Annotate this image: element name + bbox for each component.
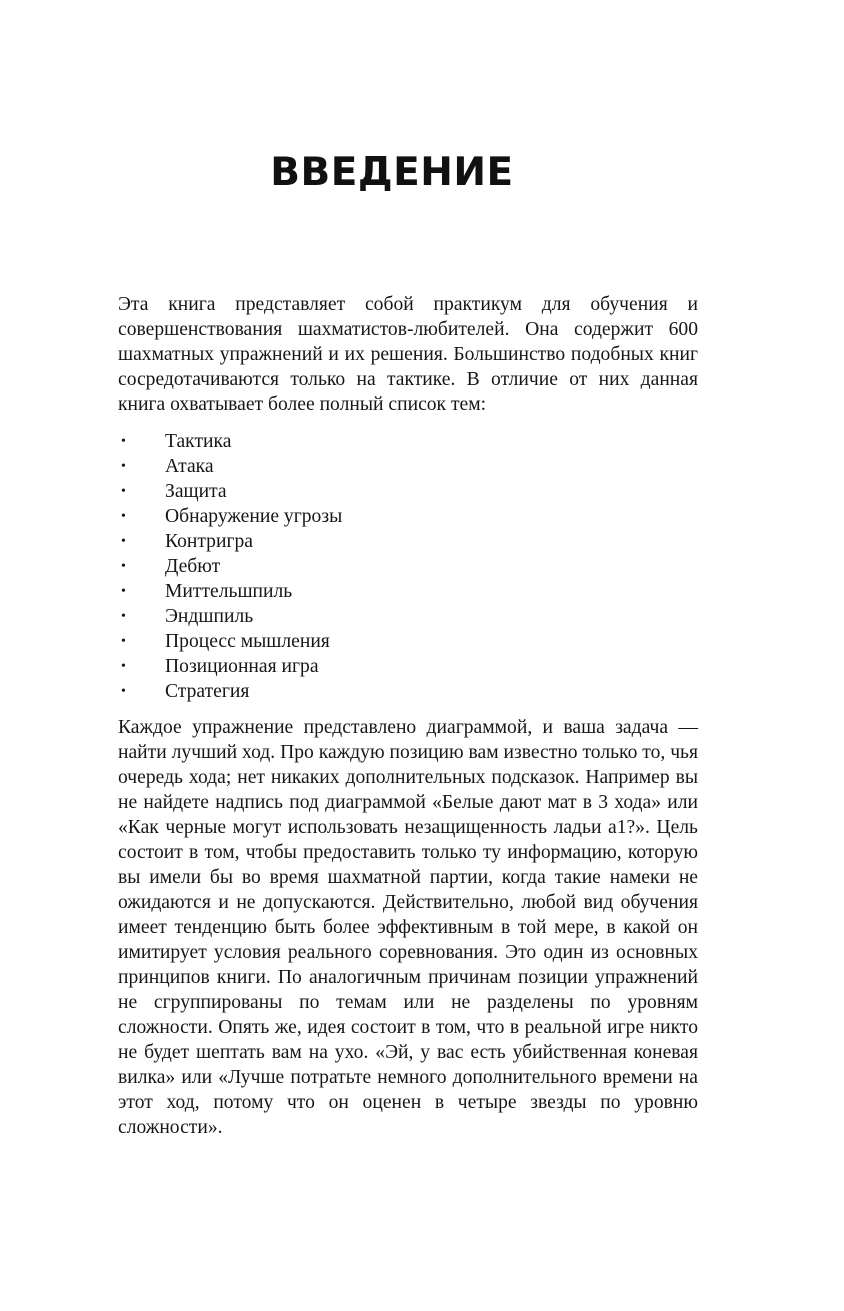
list-item (118, 429, 698, 454)
bullet-icon: • (121, 484, 126, 499)
list-item (118, 454, 698, 479)
bullet-icon: • (121, 659, 126, 674)
topic-label: Позиционная игра (165, 656, 319, 677)
bullet-icon: • (121, 459, 126, 474)
main-paragraph (118, 715, 698, 1140)
topic-label: Защита (165, 481, 227, 502)
topic-label: Миттельшпиль (165, 581, 293, 602)
topic-label: Атака (165, 456, 214, 477)
list-item (118, 579, 698, 604)
topic-label: Процесс мышления (165, 631, 330, 652)
bullet-icon: • (121, 684, 126, 699)
list-item (118, 554, 698, 579)
list-item (118, 654, 698, 679)
bullet-icon: • (121, 609, 126, 624)
list-item (118, 629, 698, 654)
topic-label: Тактика (165, 431, 232, 452)
intro-paragraph (118, 292, 698, 417)
bullet-icon: • (121, 559, 126, 574)
topics-list (118, 429, 698, 704)
list-item (118, 529, 698, 554)
bullet-icon: • (121, 434, 126, 449)
bullet-icon: • (121, 509, 126, 524)
chapter-title: ВВЕДЕНИЕ (270, 150, 514, 195)
list-item (118, 604, 698, 629)
intro-paragraph-text: Эта книга представляет собой практикум для обучения и совершенствования шахматистов-любителей. Она содержит 600 шахматных упражнений и их решения. Большинство подобных книг сосредотачиваются только на тактике. В отличие от них данная книга охватывает более полный список тем: (118, 294, 698, 415)
bullet-icon: • (121, 584, 126, 599)
list-item (118, 504, 698, 529)
topic-label: Стратегия (165, 681, 250, 702)
list-item (118, 679, 698, 704)
list-item (118, 479, 698, 504)
bullet-icon: • (121, 634, 126, 649)
bullet-icon: • (121, 534, 126, 549)
topic-label: Контригра (165, 531, 253, 552)
main-paragraph-text: Каждое упражнение представлено диаграммой, и ваша задача — найти лучший ход. Про каждую позицию вам известно только то, чья очередь хода; нет никаких дополнительных подсказок. Например вы не найдете надпись под диаграммой «Белые дают мат в 3 хода» или «Как черные могут использовать незащищенность ладьи а1?». Цель состоит в том, чтобы предоставить только ту информацию, которую вы имели бы во время шахматной партии, когда такие намеки не ожидаются и не допускаются. Действительно, любой вид обучения имеет тенденцию быть более эффективным в той мере, в какой он имитирует условия реального соревнования. Это один из основных принципов книги. По аналогичным причинам позиции упражнений не сгруппированы по темам или не разделены по уровням сложности. Опять же, идея состоит в том, что в реальной игре никто не будет шептать вам на ухо. «Эй, у вас есть убийственная коневая вилка» или «Лучше потратьте немного дополнительного времени на этот ход, потому что он оценен в четыре звезды по уровню сложности». (118, 717, 698, 1138)
topic-label: Обнаружение угрозы (165, 506, 343, 527)
topic-label: Эндшпиль (165, 606, 254, 627)
topic-label: Дебют (165, 556, 221, 577)
